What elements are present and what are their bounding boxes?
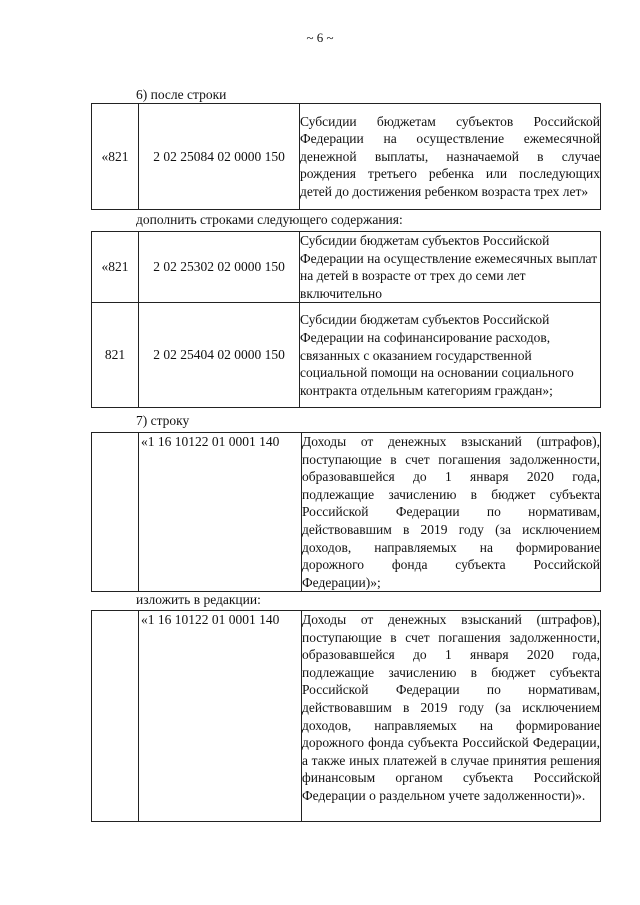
table-row — [92, 104, 601, 210]
code-income-cell: 2 02 25084 02 0000 150 — [139, 104, 300, 210]
description-cell: Субсидии бюджетам субъектов Российской Федерации на осуществление ежемесячных выплат на детей в возрасте от трех до семи лет включительно — [300, 232, 601, 303]
table-old-row — [91, 432, 601, 592]
description-cell: Доходы от денежных взысканий (штрафов), поступающие в счет погашения задолженности, образовавшейся до 1 января 2020 года, подлежащие зачислению в бюджет субъекта Российской Федерации по нормативам, действовавшим в 2019 году (за исключением доходов, направляемых на формирование дорожного фонда субъекта Российской Федерации)»; — [302, 433, 601, 592]
code-admin-cell — [92, 611, 139, 822]
code-income-cell: 2 02 25302 02 0000 150 — [139, 232, 300, 303]
table-row — [92, 303, 601, 408]
code-income-cell: «1 16 10122 01 0001 140 — [139, 433, 302, 592]
table-row — [92, 433, 601, 592]
table-new-edition-row — [91, 610, 601, 822]
code-admin-cell — [92, 433, 139, 592]
code-income-cell: 2 02 25404 02 0000 150 — [139, 303, 300, 408]
description-cell: Субсидии бюджетам субъектов Российской Федерации на осуществление ежемесячной денежной выплаты, назначаемой в случае рождения третьего ребенка или последующих детей до достижения ребенком возраста трех лет» — [300, 104, 601, 210]
code-admin-cell: «821 — [92, 232, 139, 303]
description-cell: Субсидии бюджетам субъектов Российской Федерации на софинансирование расходов, связанных с оказанием государственной социальной помощи на основании социального контракта отдельным категориям граждан»; — [300, 303, 601, 408]
code-admin-cell: 821 — [92, 303, 139, 408]
section-heading-supplement: дополнить строками следующего содержания: — [136, 212, 403, 227]
table-row — [92, 611, 601, 822]
description-cell: Доходы от денежных взысканий (штрафов), поступающие в счет погашения задолженности, образовавшейся до 1 января 2020 года, подлежащие зачислению в бюджет субъекта Российской Федерации по нормативам, действовавшим в 2019 году (за исключением доходов, направляемых на формирование дорожного фонда субъекта Российской Федерации, а также иных платежей в случае принятия решения финансовым органом субъекта Российской Федерации о раздельном учете задолженности)». — [302, 611, 601, 822]
table-new-rows — [91, 231, 601, 408]
table-after-row — [91, 103, 601, 210]
code-income-cell: «1 16 10122 01 0001 140 — [139, 611, 302, 822]
page-number: ~ 6 ~ — [306, 30, 334, 45]
code-admin-cell: «821 — [92, 104, 139, 210]
table-row — [92, 232, 601, 303]
section-heading-7: 7) строку — [136, 413, 190, 428]
section-heading-6: 6) после строки — [136, 87, 227, 102]
section-heading-new-edition: изложить в редакции: — [136, 592, 261, 607]
